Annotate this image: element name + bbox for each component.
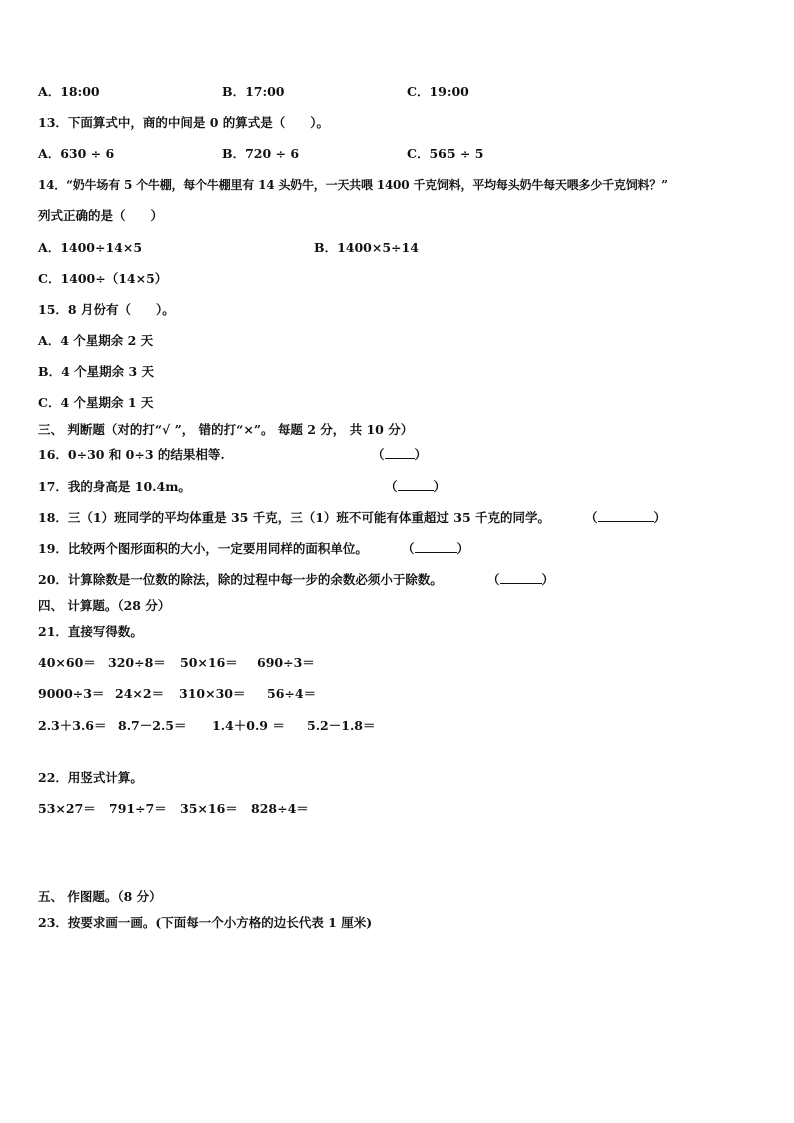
q16-answer-blank[interactable]: （ ） (372, 447, 428, 462)
q21-r1-item: 690÷3＝ (257, 655, 315, 670)
q21-r1-item: 320÷8＝ (108, 655, 166, 670)
q21-r3-item: 5.2－1.8＝ (307, 718, 376, 733)
q21-r3-item: 8.7－2.5＝ (118, 718, 187, 733)
q15-stem: 15．8 月份有（ ）。 (38, 302, 175, 317)
q15-option-c: C．4 个星期余 1 天 (38, 395, 154, 410)
q21-r3-item: 2.3＋3.6＝ (38, 718, 107, 733)
section4-heading: 四、 计算题。（28 分） (38, 598, 171, 613)
q21-r1-item: 50×16＝ (180, 655, 238, 670)
q21-r2-item: 56÷4＝ (267, 686, 317, 701)
q20-text: 20．计算除数是一位数的除法，除的过程中每一步的余数必须小于除数。 (38, 572, 443, 587)
q20-answer-blank[interactable]: （ ） (487, 572, 555, 587)
q14-option-c: C．1400÷（14×5） (38, 271, 168, 286)
q22-stem: 22．用竖式计算。 (38, 770, 143, 785)
q14-stem-line2: 列式正确的是（ ） (38, 208, 164, 223)
q23-stem: 23．按要求画一画。(下面每一个小方格的边长代表 1 厘米) (38, 915, 373, 930)
q13-option-c: C．565 ÷ 5 (407, 146, 484, 161)
q16-text: 16．0÷30 和 0÷3 的结果相等. (38, 447, 225, 462)
q13-stem: 13．下面算式中，商的中间是 0 的算式是（ ）。 (38, 115, 330, 130)
q21-stem: 21．直接写得数。 (38, 624, 143, 639)
q14-option-a: A．1400÷14×5 (38, 240, 143, 255)
q17-text: 17．我的身高是 10.4m。 (38, 479, 191, 494)
q21-r1-item: 40×60＝ (38, 655, 96, 670)
q22-item: 35×16＝ (180, 801, 238, 816)
q21-r2-item: 310×30＝ (179, 686, 246, 701)
section3-heading: 三、 判断题（对的打“√ ”， 错的打“×”。 每题 2 分， 共 10 分） (38, 422, 414, 437)
q12-option-b: B．17:00 (222, 84, 285, 99)
q18-answer-blank[interactable]: （ ） (585, 510, 667, 525)
section5-heading: 五、 作图题。（8 分） (38, 889, 162, 904)
q14-option-b: B．1400×5÷14 (314, 240, 419, 255)
q14-stem-line1: 14．“奶牛场有 5 个牛棚，每个牛棚里有 14 头奶牛，一天共喂 1400 千克饲料，平均每头奶牛每天喂多少千克饲料？” (38, 178, 668, 192)
q21-r3-item: 1.4＋0.9 ＝ (212, 718, 285, 733)
q22-item: 791÷7＝ (109, 801, 167, 816)
q13-option-a: A．630 ÷ 6 (38, 146, 115, 161)
q18-text: 18．三（1）班同学的平均体重是 35 千克，三（1）班不可能有体重超过 35 千克的同学。 (38, 510, 550, 525)
q21-r2-item: 24×2＝ (115, 686, 165, 701)
q13-option-b: B．720 ÷ 6 (222, 146, 300, 161)
q22-item: 53×27＝ (38, 801, 96, 816)
q17-answer-blank[interactable]: （ ） (385, 479, 447, 494)
q22-item: 828÷4＝ (251, 801, 309, 816)
q21-r2-item: 9000÷3＝ (38, 686, 105, 701)
q19-answer-blank[interactable]: （ ） (402, 541, 470, 556)
q15-option-b: B．4 个星期余 3 天 (38, 364, 155, 379)
q12-option-a: A．18:00 (38, 84, 100, 99)
q15-option-a: A．4 个星期余 2 天 (38, 333, 154, 348)
q12-option-c: C．19:00 (407, 84, 469, 99)
q19-text: 19．比较两个图形面积的大小，一定要用同样的面积单位。 (38, 541, 368, 556)
